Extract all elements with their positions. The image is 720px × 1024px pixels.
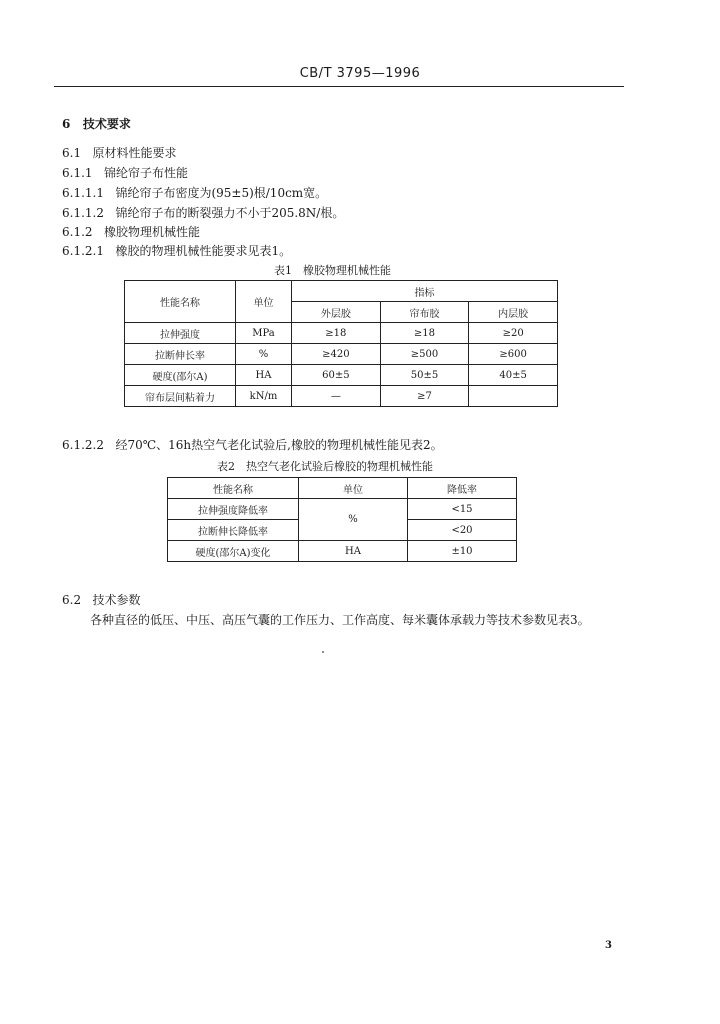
row-rate: <20 (408, 520, 517, 541)
section-number: 6.2 (62, 593, 82, 607)
row-rate: <15 (408, 499, 517, 520)
section-number: 6.1.2.1 (62, 244, 104, 258)
header-rule (54, 86, 624, 87)
section-text: 锦纶帘子布的断裂强力不小于205.8N/根。 (115, 206, 345, 220)
table-row (168, 499, 517, 520)
section-number: 6.1 (62, 146, 82, 160)
table-row (125, 386, 558, 407)
row-inner: 40±5 (469, 365, 558, 386)
section-title: 锦纶帘子布性能 (104, 166, 189, 180)
section-number: 6.1.2 (62, 225, 93, 239)
header-inner: 内层胶 (469, 302, 558, 323)
header-property: 性能名称 (125, 281, 236, 323)
row-name: 拉断伸长降低率 (168, 520, 299, 541)
header-property: 性能名称 (168, 478, 299, 499)
table1-caption: 表1 橡胶物理机械性能 (274, 264, 391, 277)
table-row (125, 323, 558, 344)
header-unit: 单位 (236, 281, 292, 323)
row-name: 拉伸强度 (125, 323, 236, 344)
row-cord: 50±5 (380, 365, 469, 386)
row-outer: ≥18 (292, 323, 381, 344)
section-6-heading (62, 116, 131, 132)
table-1 (124, 280, 558, 407)
row-cord: ≥18 (380, 323, 469, 344)
row-name: 硬度(邵尔A)变化 (168, 541, 299, 562)
row-outer: — (292, 386, 381, 407)
table-row (125, 365, 558, 386)
row-outer: 60±5 (292, 365, 381, 386)
row-cord: ≥500 (380, 344, 469, 365)
section-title: 橡胶物理机械性能 (104, 225, 201, 239)
section-text: 锦纶帘子布密度为(95±5)根/10cm宽。 (115, 186, 328, 200)
row-name: 拉断伸长率 (125, 344, 236, 365)
row-unit: MPa (236, 323, 292, 344)
row-inner: ≥20 (469, 323, 558, 344)
section-6-1-2-2 (62, 437, 443, 453)
section-6-1-1-2 (62, 205, 344, 221)
row-unit: % (236, 344, 292, 365)
table-row (168, 541, 517, 562)
section-6-2 (62, 592, 141, 608)
header-outer: 外层胶 (292, 302, 381, 323)
row-cord: ≥7 (380, 386, 469, 407)
section-6-1-1-1 (62, 185, 327, 201)
row-unit: kN/m (236, 386, 292, 407)
row-unit: HA (299, 541, 408, 562)
section-number: 6.1.1 (62, 166, 93, 180)
section-6-1 (62, 145, 177, 161)
row-inner (469, 386, 558, 407)
section-number: 6.1.2.2 (62, 438, 104, 452)
section-text: 经70℃、16h热空气老化试验后,橡胶的物理机械性能见表2。 (115, 438, 443, 452)
section-6-2-body: 各种直径的低压、中压、高压气囊的工作压力、工作高度、每米囊体承载力等技术参数见表3。 (90, 613, 590, 627)
table-2 (167, 477, 517, 562)
header-index: 指标 (292, 281, 558, 302)
row-name: 拉伸强度降低率 (168, 499, 299, 520)
section-6-1-2 (62, 224, 200, 240)
section-6-1-1 (62, 165, 188, 181)
section-number: 6.1.1.1 (62, 186, 104, 200)
header-cord: 帘布胶 (380, 302, 469, 323)
row-unit: HA (236, 365, 292, 386)
table2-caption: 表2 热空气老化试验后橡胶的物理机械性能 (217, 460, 433, 473)
table-row (125, 344, 558, 365)
page-number: 3 (605, 940, 612, 951)
row-name: 硬度(邵尔A) (125, 365, 236, 386)
row-outer: ≥420 (292, 344, 381, 365)
page-header: CB/T 3795—1996 (299, 66, 421, 81)
section-title: 技术参数 (92, 593, 141, 607)
header-unit: 单位 (299, 478, 408, 499)
row-rate: ±10 (408, 541, 517, 562)
scan-speck (322, 651, 324, 653)
row-name: 帘布层间粘着力 (125, 386, 236, 407)
section-text: 橡胶的物理机械性能要求见表1。 (115, 244, 292, 258)
section-title: 技术要求 (82, 117, 131, 131)
section-number: 6.1.1.2 (62, 206, 104, 220)
row-unit: % (299, 499, 408, 541)
section-6-1-2-1 (62, 243, 291, 259)
section-number: 6 (62, 117, 71, 131)
section-title: 原材料性能要求 (92, 146, 177, 160)
row-inner: ≥600 (469, 344, 558, 365)
header-rate: 降低率 (408, 478, 517, 499)
